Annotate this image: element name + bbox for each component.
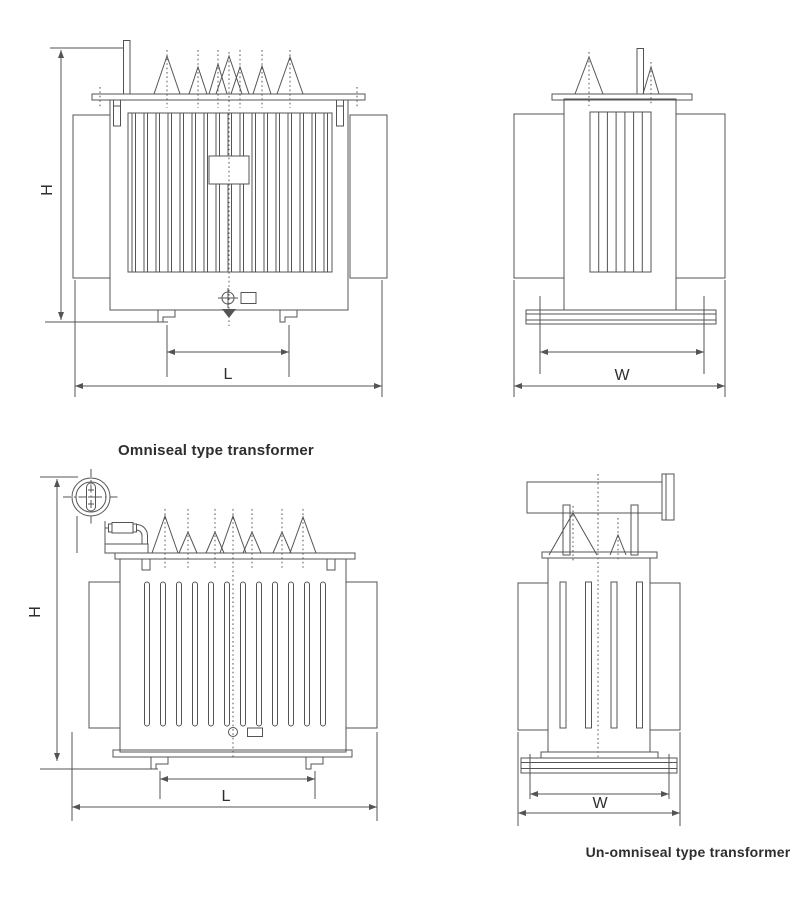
vent-pipe [124, 41, 131, 95]
elbow-pipe [137, 525, 148, 545]
drawing-stroke [560, 582, 566, 728]
bushings [575, 52, 659, 106]
drawing-stroke [193, 582, 198, 726]
omniseal-front-view [39, 41, 387, 398]
skid-base [526, 310, 716, 324]
drawing-stroke [109, 524, 113, 532]
bushings [152, 509, 316, 570]
width-dimension-label: W [614, 367, 630, 384]
bushing-triangle [152, 516, 178, 553]
radiator-left [514, 114, 564, 278]
bushing-triangle [277, 57, 303, 94]
drawing-stroke [177, 582, 182, 726]
drawing-stroke [611, 582, 617, 728]
lifting-lug [142, 559, 150, 570]
tank-body [110, 52, 348, 326]
conservator-end-cap [662, 474, 674, 520]
channel-foot [147, 757, 173, 769]
skid-extension-lines [530, 754, 669, 799]
tank-lid [115, 553, 355, 559]
pipe-base [105, 544, 148, 553]
channel-foot [302, 757, 328, 769]
drawing-stroke [321, 582, 326, 726]
bushings [549, 506, 626, 562]
corrugated-fins [128, 113, 332, 272]
bushing-centerlines [589, 52, 651, 106]
bushing-triangle [154, 56, 180, 94]
overall-extension-lines [72, 732, 377, 821]
radiator-left [518, 583, 548, 730]
omniseal-side-view [514, 49, 725, 398]
valve-plate [241, 293, 256, 304]
radiator-right [350, 115, 387, 278]
cooling-slots [560, 582, 643, 728]
drawing-stroke [209, 582, 214, 726]
tank-outline [564, 99, 676, 310]
cooling-slots [145, 582, 326, 726]
drawing-stroke [257, 582, 262, 726]
skid-base [521, 758, 677, 773]
width-dimension [518, 732, 680, 826]
radiator-right [676, 114, 725, 278]
vent-pipe [637, 49, 644, 95]
length-dimension [72, 732, 377, 821]
drawing-stroke [586, 582, 592, 728]
length-dimension-label: L [221, 788, 231, 805]
radiator-right [650, 583, 680, 730]
drawing-stroke [521, 763, 677, 769]
channel-foot [154, 310, 180, 322]
drawing-stroke [241, 582, 246, 726]
valve-fitting [112, 523, 133, 534]
radiator-left [89, 582, 120, 728]
bottom-plate [541, 752, 658, 758]
radiator-right [346, 582, 377, 728]
height-dimension [27, 477, 158, 769]
conservator-assembly [63, 469, 148, 553]
foot-extension-lines [160, 771, 315, 799]
un-omniseal-side-view [518, 474, 680, 826]
oil-conservator [527, 482, 662, 513]
channel-foot [276, 310, 302, 322]
tank-body [541, 558, 658, 758]
drawing-stroke [161, 582, 166, 726]
drawing-stroke [133, 524, 137, 532]
skid-extension-lines [540, 296, 704, 374]
tank-body [113, 509, 352, 757]
drawing-stroke [145, 582, 150, 726]
bushing-triangle [220, 516, 246, 553]
valve-plate [248, 728, 263, 737]
drawing-stroke [521, 758, 677, 773]
height-dimension-label: H [27, 606, 44, 618]
drawing-stroke [637, 582, 643, 728]
length-dimension-label: L [223, 366, 233, 383]
fin-lines [599, 112, 643, 272]
drawing-stroke [289, 582, 294, 726]
omniseal-caption: Omniseal type transformer [118, 442, 314, 459]
drawing-stroke [526, 314, 716, 320]
conservator-assembly [527, 474, 674, 555]
height-dimension-label: H [39, 184, 56, 196]
drain-valve-symbol [229, 728, 238, 737]
drawing-stroke [225, 582, 230, 726]
mounting-feet [147, 757, 328, 769]
drawing-stroke [218, 288, 238, 308]
lifting-lug [337, 100, 344, 126]
width-dimension [514, 280, 725, 397]
un-omniseal-front-view [27, 469, 377, 821]
lifting-lug [114, 100, 121, 126]
lifting-lug [327, 559, 335, 570]
radiator-left [73, 115, 110, 278]
tank-outline [548, 558, 650, 752]
drawing-stroke [305, 582, 310, 726]
drain-marker [222, 309, 236, 318]
drawing-stroke [273, 582, 278, 726]
tank-lid [542, 552, 657, 558]
tank-body [564, 99, 676, 310]
un-omniseal-caption: Un-omniseal type transformer [585, 844, 790, 860]
width-dimension-label: W [592, 795, 608, 812]
drawing-stroke [526, 310, 716, 324]
bushing-centerlines [573, 506, 618, 562]
